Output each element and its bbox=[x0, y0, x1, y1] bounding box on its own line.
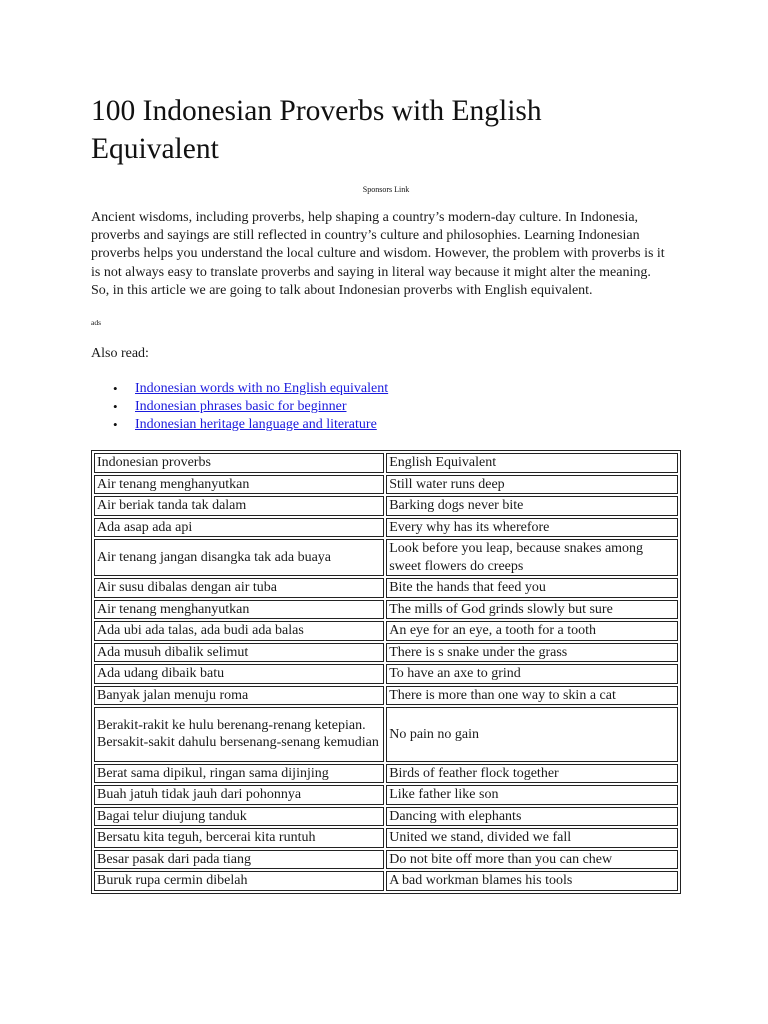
table-row bbox=[94, 578, 678, 598]
table-header-row bbox=[94, 453, 678, 473]
indonesian-proverb-cell: Bagai telur diujung tanduk bbox=[94, 807, 384, 827]
table-row bbox=[94, 850, 678, 870]
sponsors-link-label: Sponsors Link bbox=[362, 185, 410, 194]
table-row bbox=[94, 707, 678, 762]
english-equivalent-cell: Look before you leap, because snakes among sweet flowers do creeps bbox=[386, 539, 678, 576]
related-link-item bbox=[113, 398, 681, 416]
table-row bbox=[94, 764, 678, 784]
table-row bbox=[94, 871, 678, 891]
indonesian-proverb-cell: Berakit-rakit ke hulu berenang-renang ketepian. Bersakit-sakit dahulu bersenang-senang kemudian bbox=[94, 707, 384, 762]
ads-label: ads bbox=[91, 318, 101, 328]
indonesian-proverb-cell: Buah jatuh tidak jauh dari pohonnya bbox=[94, 785, 384, 805]
indonesian-proverb-cell: Air susu dibalas dengan air tuba bbox=[94, 578, 384, 598]
english-equivalent-cell: Birds of feather flock together bbox=[386, 764, 678, 784]
table-row bbox=[94, 600, 678, 620]
page-title: 100 Indonesian Proverbs with English Equivalent bbox=[91, 95, 542, 165]
english-equivalent-cell: United we stand, divided we fall bbox=[386, 828, 678, 848]
indonesian-proverb-cell: Ada ubi ada talas, ada budi ada balas bbox=[94, 621, 384, 641]
english-equivalent-cell: No pain no gain bbox=[386, 707, 678, 762]
table-row bbox=[94, 807, 678, 827]
table-row bbox=[94, 686, 678, 706]
indonesian-proverb-cell: Banyak jalan menuju roma bbox=[94, 686, 384, 706]
indonesian-proverb-cell: Air tenang jangan disangka tak ada buaya bbox=[94, 539, 384, 576]
intro-paragraph bbox=[91, 209, 671, 300]
english-equivalent-cell: There is s snake under the grass bbox=[386, 643, 678, 663]
link-indonesian-phrases-basic[interactable]: Indonesian phrases basic for beginner bbox=[135, 399, 347, 415]
proverbs-table bbox=[91, 450, 681, 894]
english-equivalent-cell: There is more than one way to skin a cat bbox=[386, 686, 678, 706]
table-row bbox=[94, 828, 678, 848]
indonesian-proverb-cell: Air tenang menghanyutkan bbox=[94, 475, 384, 495]
english-equivalent-cell: An eye for an eye, a tooth for a tooth bbox=[386, 621, 678, 641]
link-indonesian-words-no-english-equivalent[interactable]: Indonesian words with no English equivalent bbox=[135, 381, 389, 397]
english-equivalent-cell: Barking dogs never bite bbox=[386, 496, 678, 516]
column-header-english: English Equivalent bbox=[386, 453, 678, 473]
related-link-item bbox=[113, 380, 681, 398]
indonesian-proverb-cell: Ada udang dibaik batu bbox=[94, 664, 384, 684]
table-row bbox=[94, 496, 678, 516]
english-equivalent-cell: Dancing with elephants bbox=[386, 807, 678, 827]
indonesian-proverb-cell: Buruk rupa cermin dibelah bbox=[94, 871, 384, 891]
related-links-list bbox=[91, 380, 681, 434]
indonesian-proverb-cell: Berat sama dipikul, ringan sama dijinjing bbox=[94, 764, 384, 784]
indonesian-proverb-cell: Bersatu kita teguh, bercerai kita runtuh bbox=[94, 828, 384, 848]
bullet-icon: • bbox=[113, 381, 118, 397]
also-read-label: Also read: bbox=[91, 346, 149, 362]
english-equivalent-cell: Bite the hands that feed you bbox=[386, 578, 678, 598]
bullet-icon: • bbox=[113, 417, 118, 433]
table-row bbox=[94, 475, 678, 495]
indonesian-proverb-cell: Air tenang menghanyutkan bbox=[94, 600, 384, 620]
column-header-indonesian: Indonesian proverbs bbox=[94, 453, 384, 473]
english-equivalent-cell: A bad workman blames his tools bbox=[386, 871, 678, 891]
bullet-icon: • bbox=[113, 399, 118, 415]
table-row bbox=[94, 664, 678, 684]
indonesian-proverb-cell: Air beriak tanda tak dalam bbox=[94, 496, 384, 516]
article bbox=[91, 92, 681, 894]
related-link-item bbox=[113, 416, 681, 434]
english-equivalent-cell: The mills of God grinds slowly but sure bbox=[386, 600, 678, 620]
table-row bbox=[94, 539, 678, 576]
table-row bbox=[94, 518, 678, 538]
english-equivalent-cell: Like father like son bbox=[386, 785, 678, 805]
english-equivalent-cell: Every why has its wherefore bbox=[386, 518, 678, 538]
indonesian-proverb-cell: Ada musuh dibalik selimut bbox=[94, 643, 384, 663]
english-equivalent-cell: Do not bite off more than you can chew bbox=[386, 850, 678, 870]
indonesian-proverb-cell: Besar pasak dari pada tiang bbox=[94, 850, 384, 870]
table-row bbox=[94, 785, 678, 805]
table-row bbox=[94, 621, 678, 641]
english-equivalent-cell: Still water runs deep bbox=[386, 475, 678, 495]
english-equivalent-cell: To have an axe to grind bbox=[386, 664, 678, 684]
table-row bbox=[94, 643, 678, 663]
indonesian-proverb-cell: Ada asap ada api bbox=[94, 518, 384, 538]
intro-text: Ancient wisdoms, including proverbs, help shaping a country’s modern-day culture. In Indonesia, proverbs and sayings are still reflected in country’s culture and philosophies. Learning Indonesian proverbs helps you understand the local culture and wisdom. However, the problem with proverbs is it is not always easy to translate proverbs and saying in literal way because it might alter the meaning. So, in this article we are going to talk about Indonesian proverbs with English equivalent. bbox=[91, 210, 665, 298]
link-indonesian-heritage-language[interactable]: Indonesian heritage language and literature bbox=[135, 417, 377, 433]
